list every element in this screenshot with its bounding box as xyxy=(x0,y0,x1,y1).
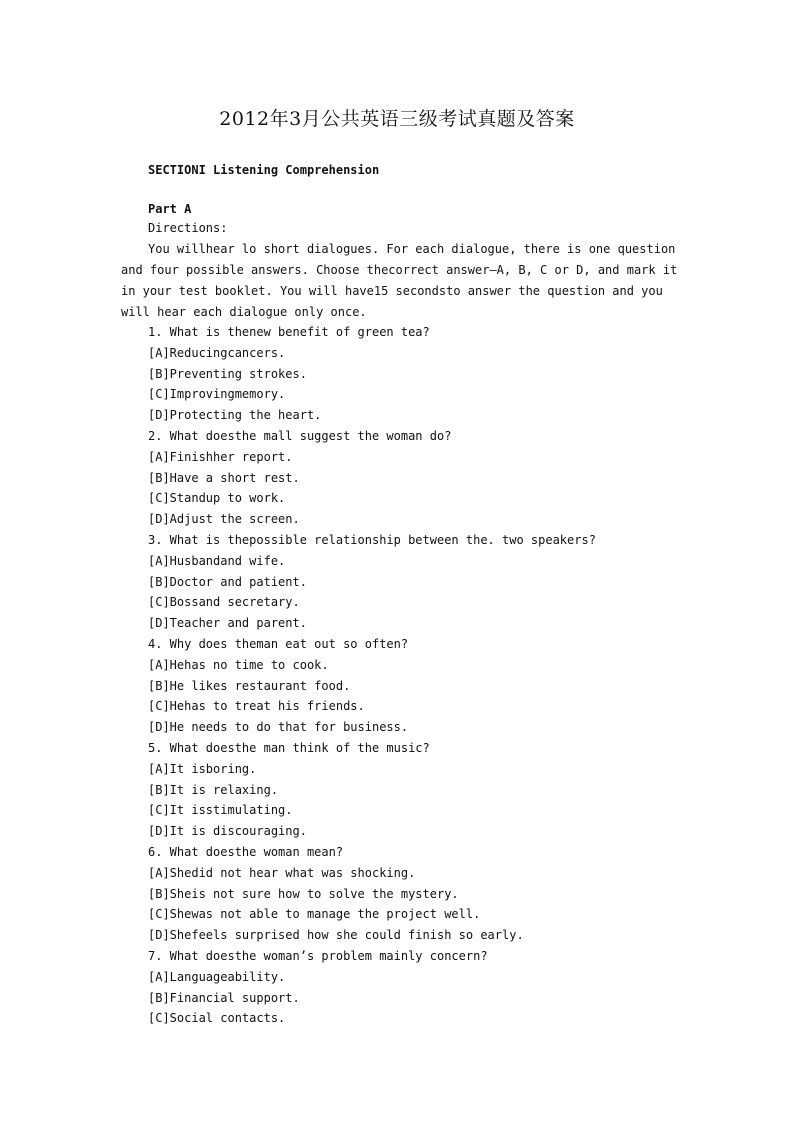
answer-option: [D]Adjust the screen. xyxy=(148,512,300,526)
answer-option: [B]Preventing strokes. xyxy=(148,367,307,381)
answer-option: [A]It isboring. xyxy=(148,762,257,776)
question-text: 1. What is thenew benefit of green tea? xyxy=(148,325,430,339)
question-text: 3. What is thepossible relationship between the. two speakers? xyxy=(148,533,596,547)
question-text: 2. What doesthe mall suggest the woman do? xyxy=(148,429,452,443)
question-text: 5. What doesthe man think of the music? xyxy=(148,741,430,755)
answer-option: [D]It is discouraging. xyxy=(148,824,307,838)
answer-option: [D]He needs to do that for business. xyxy=(148,720,409,734)
answer-option: [A]Hehas no time to cook. xyxy=(148,658,329,672)
answer-option: [C]Bossand secretary. xyxy=(148,595,300,609)
directions-line: will hear each dialogue only once. xyxy=(121,305,367,319)
answer-option: [D]Shefeels surprised how she could finish so early. xyxy=(148,928,524,942)
answer-option: [B]He likes restaurant food. xyxy=(148,679,351,693)
answer-option: [B]It is relaxing. xyxy=(148,783,279,797)
answer-option: [A]Finishher report. xyxy=(148,450,293,464)
question-text: 6. What doesthe woman mean? xyxy=(148,845,344,859)
answer-option: [A]Husbandand wife. xyxy=(148,554,286,568)
question-text: 7. What doesthe woman’s problem mainly concern? xyxy=(148,949,488,963)
directions-label: Directions: xyxy=(148,221,228,235)
page-title: 2012年3月公共英语三级考试真题及答案 xyxy=(219,108,575,130)
answer-option: [C]Improvingmemory. xyxy=(148,387,286,401)
answer-option: [A]Reducingcancers. xyxy=(148,346,286,360)
answer-option: [C]It isstimulating. xyxy=(148,803,293,817)
part-heading: Part A xyxy=(148,202,192,216)
section-heading: SECTIONI Listening Comprehension xyxy=(148,163,380,177)
answer-option: [C]Shewas not able to manage the project well. xyxy=(148,907,481,921)
answer-option: [B]Financial support. xyxy=(148,991,300,1005)
directions-line: You willhear lo short dialogues. For each dialogue, there is one question xyxy=(148,242,676,256)
answer-option: [B]Doctor and patient. xyxy=(148,575,307,589)
answer-option: [C]Hehas to treat his friends. xyxy=(148,699,365,713)
directions-line: and four possible answers. Choose thecorrect answer—A, B, C or D, and mark it xyxy=(121,263,678,277)
directions-line: in your test booklet. You will have15 secondsto answer the question and you xyxy=(121,284,663,298)
question-text: 4. Why does theman eat out so often? xyxy=(148,637,409,651)
answer-option: [A]Languageability. xyxy=(148,970,286,984)
answer-option: [D]Protecting the heart. xyxy=(148,408,322,422)
answer-option: [C]Standup to work. xyxy=(148,491,286,505)
answer-option: [A]Shedid not hear what was shocking. xyxy=(148,866,416,880)
answer-option: [D]Teacher and parent. xyxy=(148,616,307,630)
answer-option: [C]Social contacts. xyxy=(148,1011,286,1025)
answer-option: [B]Have a short rest. xyxy=(148,471,300,485)
answer-option: [B]Sheis not sure how to solve the mystery. xyxy=(148,887,459,901)
